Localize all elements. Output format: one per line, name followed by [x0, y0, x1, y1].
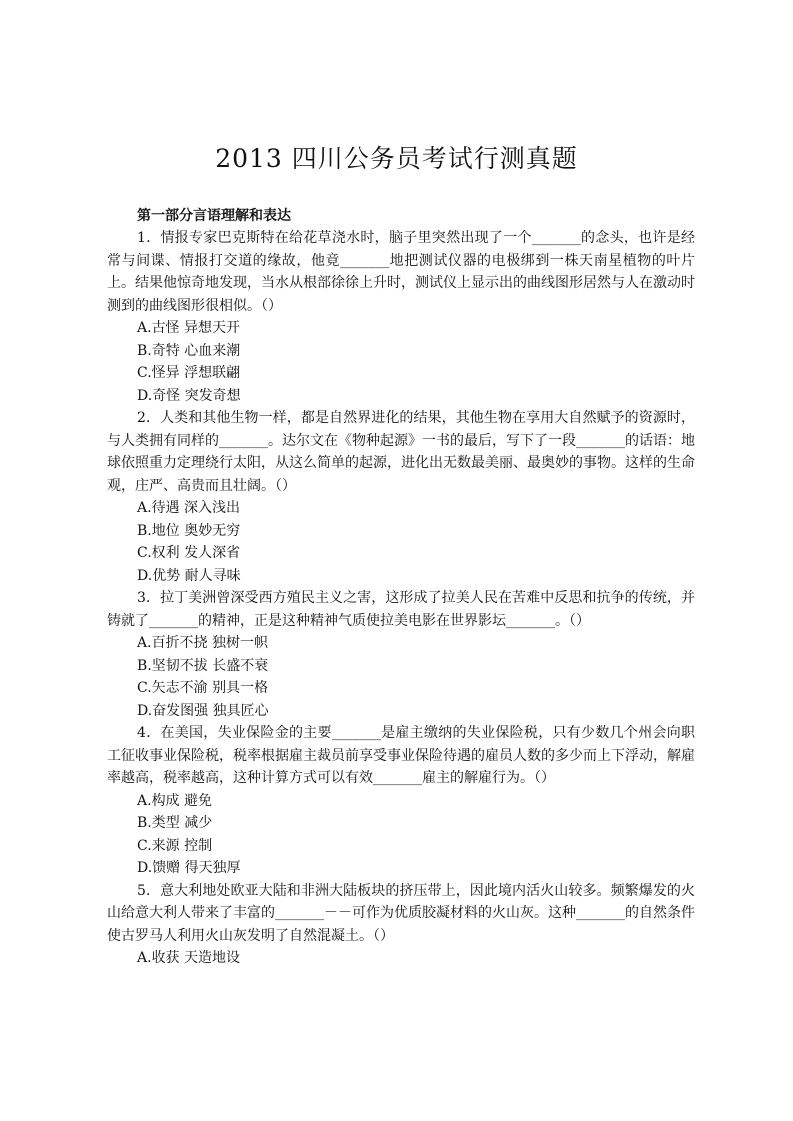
- option-d: [137, 857, 695, 880]
- question-5: [107, 880, 695, 970]
- question-text: 1．情报专家巴克斯特在给花草浇水时，脑子里突然出现了一个_______的念头，也许是经常与间谍、情报打交道的缘故，他竟_______地把测试仪器的电极绑到一株天南星植物的叶片上。结果他惊奇地发现，当水从根部徐徐上升时，测试仪上显示出的曲线图形居然与人在激动时测到的曲线图形很相似。（）: [107, 230, 695, 314]
- option-letter: C.: [137, 837, 152, 854]
- option-answer: 优势 耐人寻味: [152, 567, 241, 584]
- section-heading: 第一部分言语理解和表达: [137, 208, 291, 224]
- option-answer: 收获 天造地设: [151, 950, 241, 966]
- option-letter: B.: [137, 815, 152, 831]
- option-letter: D.: [137, 567, 153, 584]
- option-letter: B.: [137, 342, 152, 359]
- option-letter: A.: [137, 500, 152, 516]
- option-answer: 地位 奥妙无穷: [151, 522, 241, 539]
- option-b: [137, 812, 695, 835]
- option-c: [137, 542, 695, 565]
- option-a: [137, 497, 695, 520]
- document-body: [107, 205, 695, 970]
- option-letter: A.: [137, 950, 152, 966]
- option-a: [137, 632, 695, 655]
- option-answer: 奋发图强 独具匠心: [152, 702, 269, 719]
- question-text: 3．拉丁美洲曾深受西方殖民主义之害，这形成了拉美人民在苦难中反思和抗争的传统，并铸就了_______的精神，正是这种精神气质使拉美电影在世界影坛_______。（）: [107, 590, 695, 629]
- option-a: [137, 790, 695, 813]
- option-d: [137, 700, 695, 723]
- document-title: 2013 四川公务员考试行测真题: [215, 144, 578, 173]
- option-letter: B.: [137, 522, 152, 539]
- option-c: [137, 835, 695, 858]
- option-answer: 矢志不渝 别具一格: [151, 680, 269, 696]
- option-d: [137, 385, 695, 408]
- option-letter: C.: [137, 680, 152, 696]
- option-list: [107, 632, 695, 722]
- option-answer: 怪异 浮想联翩: [151, 365, 241, 381]
- option-letter: A.: [137, 792, 152, 809]
- option-b: [137, 340, 695, 363]
- option-letter: C.: [137, 365, 152, 381]
- option-list: [107, 790, 695, 880]
- option-a: [137, 947, 695, 970]
- option-letter: A.: [137, 320, 152, 336]
- option-c: [137, 677, 695, 700]
- question-text: 5．意大利地处欧亚大陆和非洲大陆板块的挤压带上，因此境内活火山较多。频繁爆发的火山给意大利人带来了丰富的_______－－可作为优质胶凝材料的火山灰。这种_______的自然条件使古罗马人利用火山灰发明了自然混凝土。（）: [107, 882, 695, 944]
- option-b: [137, 520, 695, 543]
- question-2: [107, 407, 695, 587]
- option-letter: D.: [137, 387, 153, 404]
- option-letter: A.: [137, 635, 152, 651]
- option-answer: 待遇 深入浅出: [151, 500, 241, 516]
- option-list: [107, 317, 695, 407]
- option-list: [107, 497, 695, 587]
- option-answer: 馈赠 得天独厚: [152, 860, 241, 876]
- option-c: [137, 362, 695, 385]
- option-answer: 古怪 异想天开: [151, 320, 241, 336]
- option-letter: D.: [137, 860, 153, 876]
- option-a: [137, 317, 695, 340]
- question-text: 2．人类和其他生物一样，都是自然界进化的结果，其他生物在享用大自然赋予的资源时，与人类拥有同样的_______。达尔文在《物种起源》一书的最后，写下了一段_______的话语：地球依照重力定理绕行太阳，从这么简单的起源，进化出无数最美丽、最奥妙的事物。这样的生命观，庄严、高贵而且壮阔。（）: [107, 410, 695, 494]
- option-letter: D.: [137, 702, 153, 719]
- option-answer: 权利 发人深省: [151, 545, 241, 561]
- option-answer: 类型 减少: [151, 815, 213, 831]
- option-answer: 百折不挠 独树一帜: [151, 635, 269, 651]
- option-answer: 奇怪 突发奇想: [152, 387, 241, 404]
- question-4: [107, 722, 695, 880]
- option-d: [137, 565, 695, 588]
- option-b: [137, 655, 695, 678]
- option-answer: 奇特 心血来潮: [151, 342, 241, 359]
- option-answer: 坚韧不拔 长盛不衰: [151, 657, 269, 674]
- option-answer: 来源 控制: [151, 837, 213, 854]
- question-1: [107, 227, 695, 407]
- question-text: 4．在美国，失业保险金的主要_______是雇主缴纳的失业保险税，只有少数几个州会向职工征收事业保险税，税率根据雇主裁员前享受事业保险待遇的雇员人数的多少而上下浮动，解雇率越高，税率越高，这种计算方式可以有效_______雇主的解雇行为。（）: [107, 725, 695, 786]
- question-3: [107, 587, 695, 722]
- option-letter: B.: [137, 657, 152, 674]
- option-list: [107, 947, 695, 970]
- option-letter: C.: [137, 545, 152, 561]
- option-answer: 构成 避免: [151, 792, 213, 809]
